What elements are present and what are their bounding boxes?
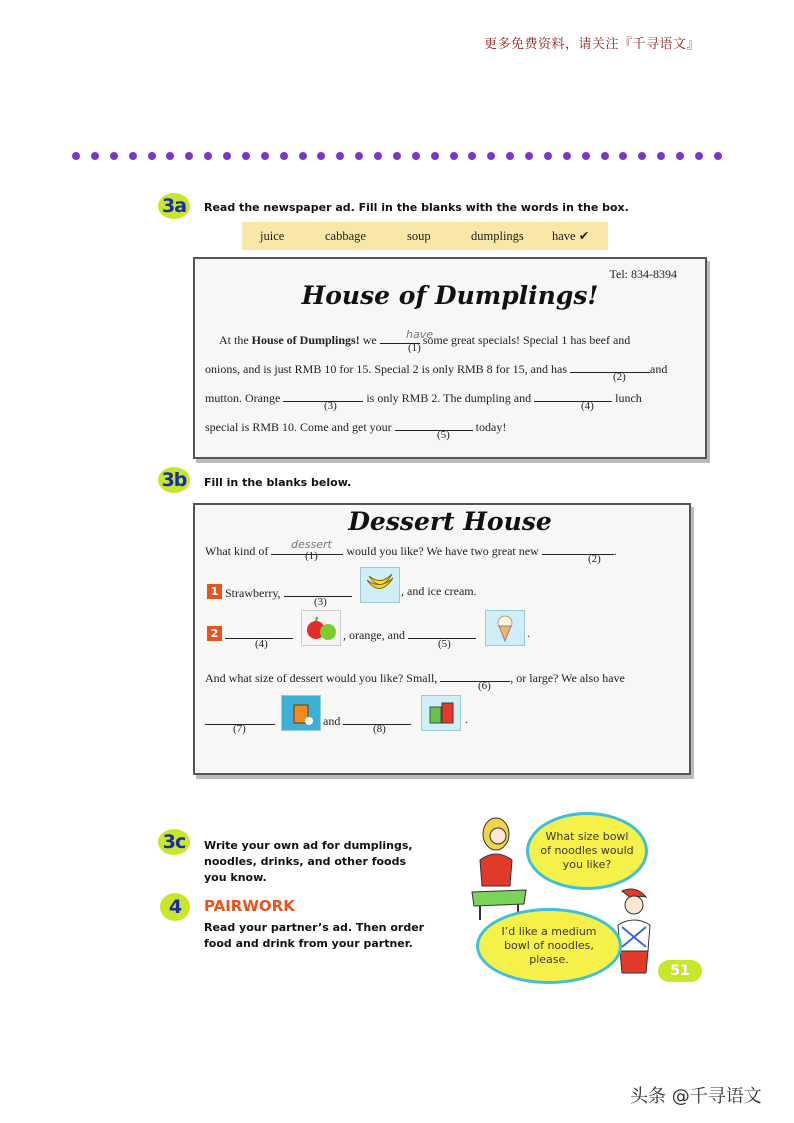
divider-dot bbox=[374, 152, 382, 160]
divider-dot bbox=[563, 152, 571, 160]
section-4-badge: 4 bbox=[160, 893, 190, 921]
ad-blank-5[interactable] bbox=[395, 418, 473, 431]
apple-icon bbox=[301, 610, 341, 646]
dessert-num-1: (1) bbox=[305, 550, 318, 562]
ad-num-1: (1) bbox=[408, 342, 421, 354]
divider-dot bbox=[582, 152, 590, 160]
word-have-checked: have ✔ bbox=[552, 229, 590, 243]
dessert-line-4: And what size of dessert would you like? Small, , or large? We also have bbox=[205, 671, 625, 685]
ad-phone: Tel: 834-8394 bbox=[609, 267, 677, 281]
divider-dot bbox=[299, 152, 307, 160]
divider-dot bbox=[619, 152, 627, 160]
item-1-badge: 1 bbox=[207, 584, 222, 599]
divider-dot bbox=[242, 152, 250, 160]
footer-watermark: 头条 @千寻语文 bbox=[630, 1086, 762, 1107]
ad-line-3: mutton. Orange is only RMB 2. The dumpling and lunch bbox=[205, 391, 642, 405]
divider-dot bbox=[657, 152, 665, 160]
divider-dot bbox=[506, 152, 514, 160]
divider-dot bbox=[223, 152, 231, 160]
dessert-num-7: (7) bbox=[233, 723, 246, 735]
divider-dot bbox=[714, 152, 722, 160]
dessert-answer-1: dessert bbox=[291, 538, 332, 551]
divider-dot bbox=[336, 152, 344, 160]
dessert-line-5-end: . bbox=[465, 712, 468, 726]
ad-num-5: (5) bbox=[437, 429, 450, 441]
word-juice: juice bbox=[260, 228, 285, 243]
ad-answer-1: have bbox=[406, 328, 433, 341]
word-dumplings: dumplings bbox=[471, 228, 524, 243]
section-3b-instruction: Fill in the blanks below. bbox=[204, 476, 352, 489]
speech-bubble-question: What size bowl of noodles would you like? bbox=[526, 812, 648, 890]
dessert-num-5: (5) bbox=[438, 638, 451, 650]
section-3b-badge: 3b bbox=[158, 467, 190, 493]
section-3a-instruction: Read the newspaper ad. Fill in the blanks with the words in the box. bbox=[204, 201, 629, 214]
divider-dot bbox=[355, 152, 363, 160]
item-2-badge: 2 bbox=[207, 626, 222, 641]
ad-line-4: special is RMB 10. Come and get your today! bbox=[205, 420, 507, 434]
dotted-divider bbox=[72, 150, 722, 162]
dessert-blank-2[interactable] bbox=[542, 542, 614, 555]
divider-dot bbox=[204, 152, 212, 160]
divider-dot bbox=[601, 152, 609, 160]
divider-dot bbox=[166, 152, 174, 160]
section-3c-badge: 3c bbox=[158, 829, 190, 855]
ad-blank-2[interactable] bbox=[570, 360, 650, 373]
divider-dot bbox=[487, 152, 495, 160]
divider-dot bbox=[72, 152, 80, 160]
divider-dot bbox=[393, 152, 401, 160]
orange-juice-icon bbox=[281, 695, 321, 731]
ad-line-1: At the House of Dumplings! we some great specials! Special 1 has beef and bbox=[219, 333, 631, 347]
divider-dot bbox=[110, 152, 118, 160]
dessert-line-3-end: . bbox=[527, 626, 530, 640]
dessert-num-2: (2) bbox=[588, 553, 601, 565]
drinks-icon bbox=[421, 695, 461, 731]
girl-illustration bbox=[466, 812, 536, 922]
page-number: 51 bbox=[658, 960, 702, 982]
dessert-num-8: (8) bbox=[373, 723, 386, 735]
divider-dot bbox=[695, 152, 703, 160]
divider-dot bbox=[261, 152, 269, 160]
dessert-line-2b: , and ice cream. bbox=[401, 584, 477, 598]
divider-dot bbox=[91, 152, 99, 160]
section-4-instruction: Read your partner’s ad. Then order food and drink from your partner. bbox=[204, 921, 425, 950]
word-soup: soup bbox=[407, 228, 431, 243]
speech-bubble-answer: I’d like a medium bowl of noodles, please. bbox=[476, 908, 622, 984]
dessert-blank-6[interactable] bbox=[440, 669, 510, 682]
divider-dot bbox=[431, 152, 439, 160]
dessert-num-3: (3) bbox=[314, 596, 327, 608]
dessert-line-5: and bbox=[323, 712, 411, 729]
pairwork-title: PAIRWORK bbox=[204, 897, 295, 915]
divider-dot bbox=[129, 152, 137, 160]
word-box bbox=[242, 222, 608, 250]
ice-cream-icon bbox=[485, 610, 525, 646]
dessert-num-4: (4) bbox=[255, 638, 268, 650]
word-cabbage: cabbage bbox=[325, 228, 366, 243]
dessert-line-3: , orange, and bbox=[343, 626, 476, 643]
dessert-line-1: What kind of would you like? We have two great new . bbox=[205, 544, 617, 558]
section-3a-badge: 3a bbox=[158, 193, 190, 219]
dessert-ad bbox=[193, 503, 691, 775]
dessert-num-6: (6) bbox=[478, 680, 491, 692]
dessert-title: Dessert House bbox=[348, 507, 552, 536]
ad-line-2: onions, and is just RMB 10 for 15. Special 2 is only RMB 8 for 15, and has and bbox=[205, 362, 668, 376]
section-3c-instruction: Write your own ad for dumplings, noodles, drinks, and other foods you know. bbox=[204, 839, 413, 884]
dessert-line-2: Strawberry, bbox=[225, 584, 352, 601]
divider-dot bbox=[317, 152, 325, 160]
divider-dot bbox=[638, 152, 646, 160]
ad-num-3: (3) bbox=[324, 400, 337, 412]
ad-title: House of Dumplings! bbox=[301, 281, 599, 310]
divider-dot bbox=[412, 152, 420, 160]
banana-icon bbox=[360, 567, 400, 603]
divider-dot bbox=[544, 152, 552, 160]
ad-num-4: (4) bbox=[581, 400, 594, 412]
divider-dot bbox=[185, 152, 193, 160]
divider-dot bbox=[676, 152, 684, 160]
dumpling-ad bbox=[193, 257, 707, 459]
divider-dot bbox=[468, 152, 476, 160]
header-note: 更多免费资料，请关注『千寻语文』 bbox=[484, 37, 701, 52]
divider-dot bbox=[525, 152, 533, 160]
ad-num-2: (2) bbox=[613, 371, 626, 383]
divider-dot bbox=[450, 152, 458, 160]
divider-dot bbox=[148, 152, 156, 160]
ad-blank-4[interactable] bbox=[534, 389, 612, 402]
divider-dot bbox=[280, 152, 288, 160]
